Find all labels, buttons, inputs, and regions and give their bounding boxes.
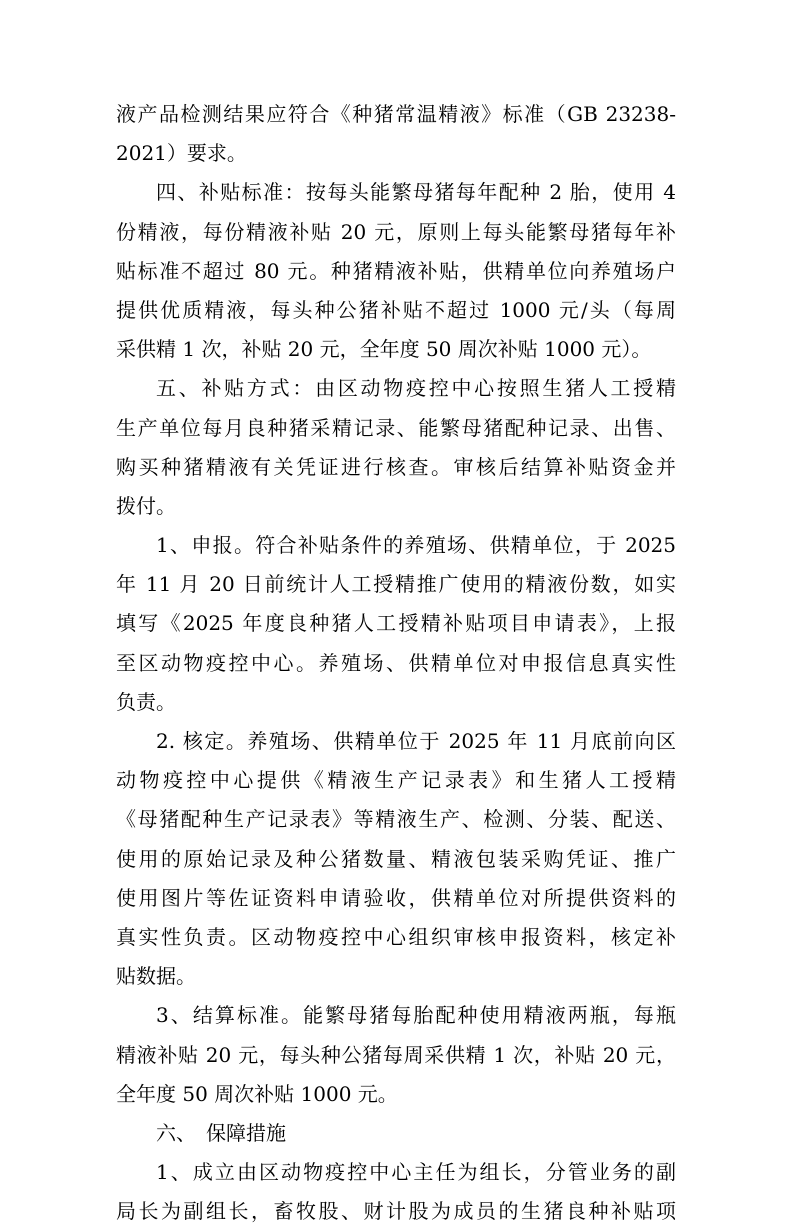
text-line: 全年度 50 周次补贴 1000 元。 [116, 1081, 398, 1106]
text-line: 至区动物疫控中心。养殖场、供精单位对申报信息真实性 [116, 650, 676, 675]
text-line: 使用的原始记录及种公猪数量、精液包装采购凭证、推广 [116, 846, 676, 871]
item-verification: 2. 核定。养殖场、供精单位于 2025 年 11 月底前向区 [156, 729, 676, 753]
item-declaration: 1、申报。符合补贴条件的养殖场、供精单位，于 2025 [156, 533, 676, 558]
text-line: 年 11 月 20 日前统计人工授精推广使用的精液份数，如实 [116, 572, 676, 597]
text-line: 负责。 [116, 689, 176, 714]
text-line: 精液补贴 20 元，每头种公猪每周采供精 1 次，补贴 20 元， [116, 1042, 676, 1067]
text-line: 液产品检测结果应符合《种猪常温精液》标准（GB 23238- [116, 102, 676, 126]
text-line: 采供精 1 次，补贴 20 元，全年度 50 周次补贴 1000 元）。 [116, 337, 652, 362]
text-line: 购买种猪精液有关凭证进行核查。审核后结算补贴资金并 [116, 454, 676, 479]
item-leadership-group: 1、成立由区动物疫控中心主任为组长，分管业务的副 [156, 1160, 676, 1185]
text-line: 真实性负责。区动物疫控中心组织审核申报资料，核定补 [116, 924, 676, 949]
section-heading-safeguards: 六、 保障措施 [156, 1120, 286, 1145]
text-line: 提供优质精液，每头种公猪补贴不超过 1000 元/头（每周 [116, 297, 676, 322]
text-line: 生产单位每月良种猪采精记录、能繁母猪配种记录、出售、 [116, 415, 676, 440]
text-line: 动物疫控中心提供《精液生产记录表》和生猪人工授精 [116, 768, 676, 793]
text-line: 2021）要求。 [116, 141, 247, 166]
document-body [116, 95, 676, 1231]
section-heading-subsidy-standard: 四、补贴标准：按每头能繁母猪每年配种 2 胎，使用 4 [156, 180, 676, 205]
item-settlement-standard: 3、结算标准。能繁母猪每胎配种使用精液两瓶，每瓶 [156, 1003, 676, 1028]
text-line: 《母猪配种生产记录表》等精液生产、检测、分装、配送、 [116, 807, 676, 832]
text-line: 使用图片等佐证资料申请验收，供精单位对所提供资料的 [116, 885, 676, 910]
text-line: 贴标准不超过 80 元。种猪精液补贴，供精单位向养殖场户 [116, 258, 676, 283]
section-heading-subsidy-method: 五、补贴方式：由区动物疫控中心按照生猪人工授精 [156, 376, 676, 401]
text-line: 份精液，每份精液补贴 20 元，原则上每头能繁母猪每年补 [116, 219, 676, 244]
text-line: 填写《2025 年度良种猪人工授精补贴项目申请表》，上报 [116, 611, 676, 636]
text-line: 局长为副组长，畜牧股、财计股为成员的生猪良种补贴项 [116, 1199, 676, 1224]
text-line: 拨付。 [116, 493, 176, 518]
text-line: 贴数据。 [116, 964, 196, 989]
